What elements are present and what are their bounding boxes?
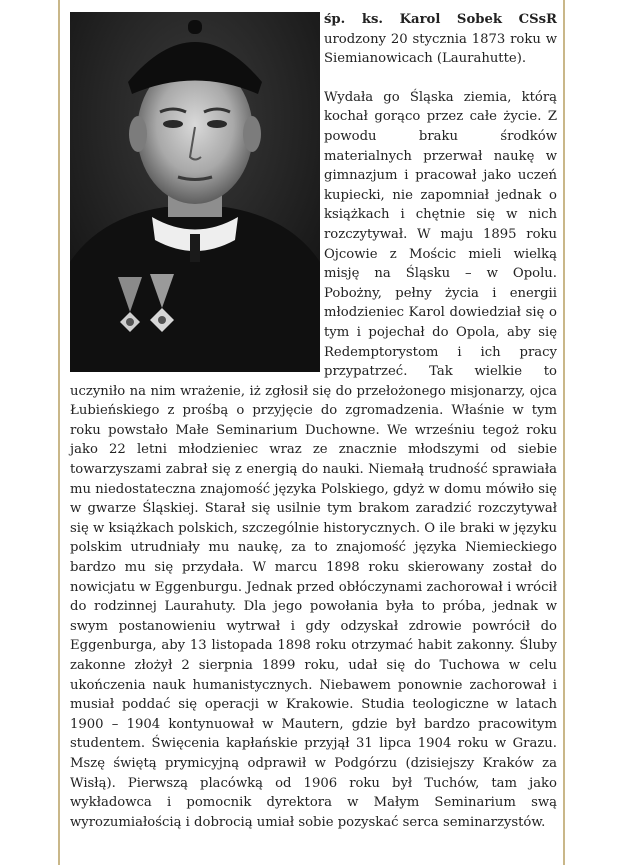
priest-portrait-icon <box>70 12 320 372</box>
article-body: Wydała go Śląska ziemia, którą kochał gorąco przez całe życie. Z powodu braku środków materialnych przerwał naukę w gimnazjum i pracował jako uczeń kupiecki, nie zapomniał jednak o książkach i chętnie się w nich rozczytywał. W maju 1895 roku Ojcowie z Mościc mieli wielką misję na Śląsku – w Opolu. Pobożny, pełny życia i energii młodzieniec Karol dowiedział się o tym i pojechał do Opola, aby się Redemptorystom i ich pracy przypatrzeć. Tak wielkie to uczyniło na nim wrażenie, iż zgłosił się do przełożonego misjonarzy, ojca Łubieńskiego z prośbą o przyjęcie do zgromadzenia. Właśnie w tym roku powstało Małe Seminarium Duchowne. We wrześniu tegoż roku jako 22 letni młodzieniec wraz ze znacznie młodszymi od siebie towarzyszami zabrał się z energią do nauki. Niemałą trudność sprawiała mu niedostateczna znajomość języka Polskiego, gdyż w domu mówiło się w gwarze Śląskiej. Starał się usilnie tym brakom zaradzić rozczytywał się w książkach polskich, szczególnie historycznych. O ile braki w języku polskim utrudniały mu naukę, za to znajomość języka Niemieckiego bardzo mu się przydała. W marcu 1898 roku skierowany został do nowicjatu w Eggenburgu. Jednak przed obłóczynami zachorował i wrócił do rodzinnej Laurahuty. Dla jego powołania była to próba, jednak w swym postanowieniu wytrwał i gdy odzyskał zdrowie powrócił do Eggenburga, aby 13 listopada 1898 roku otrzymać habit zakonny. Śluby zakonne złożył 2 sierpnia 1899 roku, udał się do Tuchowa w celu ukończenia nauk humanistycznych. Niebawem ponownie zachorował i musiał poddać się operacji w Krakowie. Studia teologiczne w latach 1900 – 1904 kontynuował w Mautern, gdzie był bardzo pracowitym studentem. Święcenia kapłańskie przyjął 31 lipca 1904 roku w Grazu. Mszę świętą prymicyjną odprawił w Podgórzu (dzisiejszy Kraków za Wisłą). Pierwszą placówką od 1906 roku był Tuchów, tam jako wykładowca i pomocnik dyrektora w Małym Seminarium swą wyrozumiałością i dobrocią umiał sobie pozyskać serca seminarzystów. <box>70 89 557 830</box>
article-name: śp. ks. Karol Sobek CSsR <box>324 12 557 27</box>
article-page <box>58 0 565 865</box>
article-content <box>70 0 557 832</box>
portrait-photo <box>70 12 320 372</box>
article-intro: urodzony 20 stycznia 1873 roku w Siemianowicach (Laurahutte). <box>324 31 557 67</box>
